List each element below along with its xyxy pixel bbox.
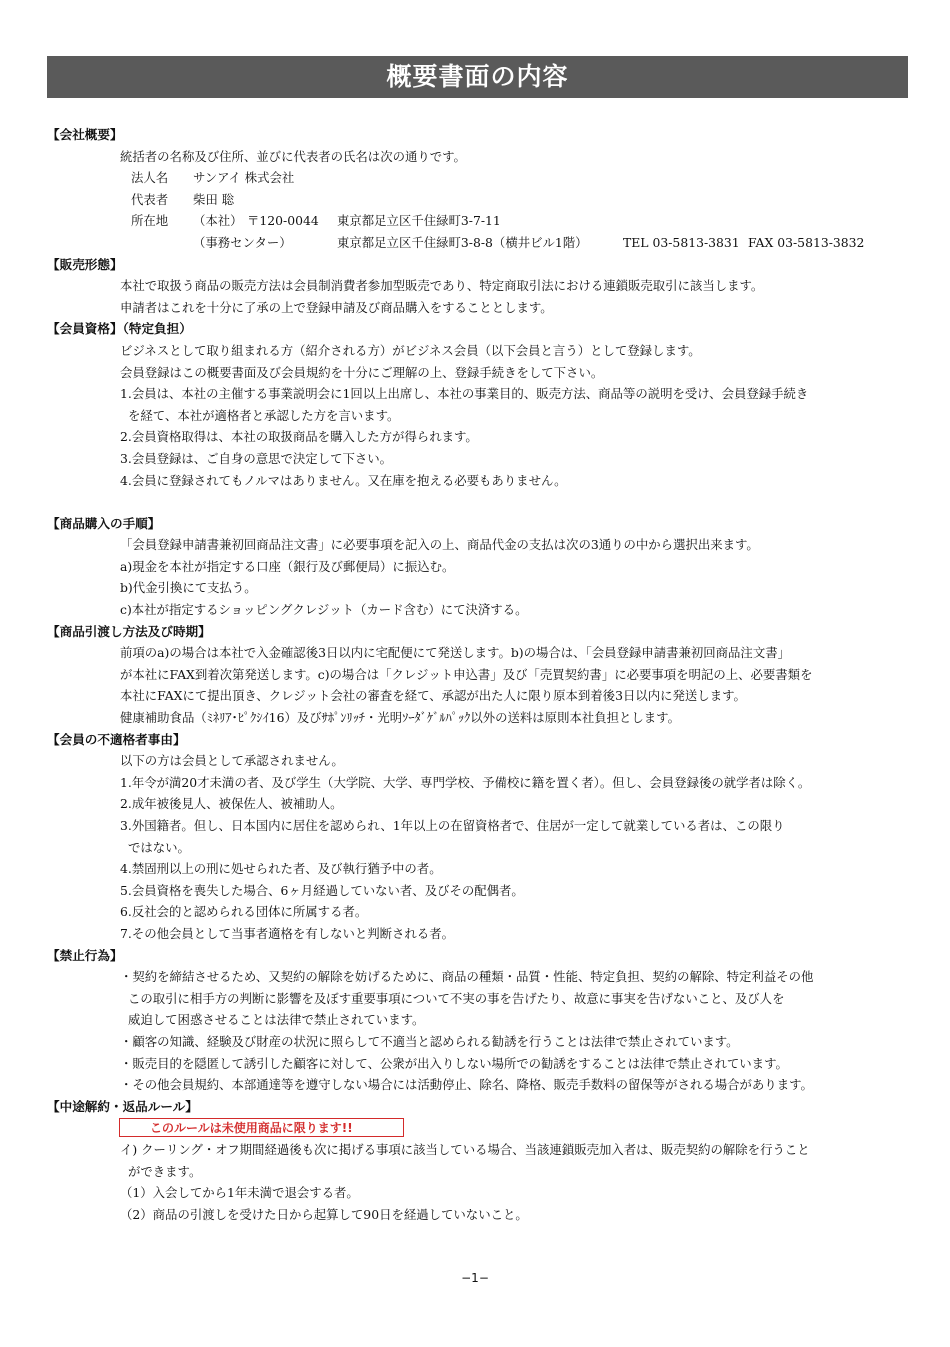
company-corp-row: [0, 167, 950, 189]
page-number: −1−: [461, 1271, 489, 1285]
membership-line: 会員登録はこの概要書面及び会員規約を十分にご理解の上、登録手続きをして下さい。: [120, 364, 604, 380]
ineligible-line: 1.年令が満20才未満の者、及び学生（大学院、大学、専門学校、予備校に籍を置く者）。但し、会員登録後の就学者は除く。: [120, 774, 811, 790]
membership-line: 3.会員登録は、ご自身の意思で決定して下さい。: [120, 450, 393, 466]
purchase-line: 「会員登録申請書兼初回商品注文書」に必要事項を記入の上、商品代金の支払は次の3通りの中から選択出来ます。: [120, 537, 759, 553]
cancellation-line: （1）入会してから1年未満で退会する者。: [120, 1185, 359, 1201]
document-body: [0, 124, 950, 1225]
heading-prohibited: 【禁止行為】: [47, 947, 123, 963]
delivery-line: 本社にFAXにて提出頂き、クレジット会社の審査を経て、承認が出た人に限り原本到着後3日以内に発送します。: [120, 688, 746, 704]
membership-line: 4.会員に登録されてもノルマはありません。又在庫を抱える必要もありません。: [120, 472, 567, 488]
office-address: 東京都足立区千住緑町3-8-8（横井ビル1階）: [337, 234, 588, 250]
spacer: [0, 491, 950, 513]
cancellation-line: ができます。: [128, 1163, 202, 1179]
ineligible-line: 3.外国籍者。但し、日本国内に居住を認められ、1年以上の在留資格者で、住居が一定して就業している者は、この限り: [120, 818, 785, 833]
corp-value: サンアイ 株式会社: [193, 170, 295, 186]
membership-heading-sub: （特定負担）: [122, 321, 192, 337]
hq-label: （本社）: [193, 213, 243, 229]
cancellation-line: イ) クーリング・オフ期間経過後も次に掲げる事項に該当している場合、当該連鎖販売加入者は、販売契約の解除を行うこと: [120, 1141, 810, 1157]
heading-cancellation: 【中途解約・返品ルール】: [47, 1098, 198, 1114]
hq-zip: 〒120-0044: [247, 213, 319, 229]
prohibited-line: ・販売目的を隠匿して誘引した顧客に対して、公衆が出入りしない場所での勧誘をすることは法律で禁止されています。: [120, 1055, 788, 1071]
ineligible-line: 5.会員資格を喪失した場合、6ヶ月経過していない者、及びその配偶者。: [120, 882, 524, 898]
prohibited-line: ・契約を締結させるため、又契約の解除を妨げるために、商品の種類・品質・性能、特定負担、契約の解除、特定利益その他: [120, 969, 814, 985]
hq-address: 東京都足立区千住緑町3-7-11: [337, 213, 501, 229]
prohibited-line: この取引に相手方の判断に影響を及ぼす重要事項について不実の事を告げたり、故意に事実を告げないこと、及び人を: [128, 990, 785, 1006]
heading-delivery: 【商品引渡し方法及び時期】: [47, 623, 211, 639]
purchase-line: b)代金引換にて支払う。: [120, 580, 257, 596]
notice-row: [0, 1117, 950, 1139]
ineligible-line: 7.その他会員として当事者適格を有しないと判断される者。: [120, 925, 454, 941]
sales-form-line: 申請者はこれを十分に了承の上で登録申請及び商品購入をすることとします。: [120, 299, 553, 315]
sales-form-line: 本社で取扱う商品の販売方法は会員制消費者参加型販売であり、特定商取引法における連鎖販売取引に該当します。: [120, 278, 764, 294]
membership-line: 1.会員は、本社の主催する事業説明会に1回以上出席し、本社の事業目的、販売方法、商品等の説明を受け、会員登録手続き: [120, 386, 809, 402]
company-hq-row: [0, 210, 950, 232]
membership-heading-main: 【会員資格】: [47, 321, 123, 337]
ineligible-line: ではない。: [128, 839, 190, 855]
addr-label: 所在地: [131, 213, 169, 229]
office-fax: FAX 03-5813-3832: [748, 234, 865, 250]
heading-purchase: 【商品購入の手順】: [47, 515, 161, 531]
ineligible-line: 2.成年被後見人、被保佐人、被補助人。: [120, 796, 343, 812]
membership-line: 2.会員資格取得は、本社の取扱商品を購入した方が得られます。: [120, 429, 478, 445]
cancellation-line: （2）商品の引渡しを受けた日から起算して90日を経過していないこと。: [120, 1206, 528, 1222]
ineligible-line: 4.禁固刑以上の刑に処せられた者、及び執行猶予中の者。: [120, 861, 442, 877]
heading-company: 【会社概要】: [47, 127, 123, 142]
ineligible-line: 以下の方は会員として承認されません。: [120, 753, 344, 769]
membership-line: を経て、本社が適格者と承認した方を言います。: [128, 407, 400, 423]
prohibited-line: ・顧客の知識、経験及び財産の状況に照らして不適当と認められる勧誘を行うことは法律で禁止されています。: [120, 1033, 739, 1049]
office-label: （事務センター）: [193, 234, 292, 250]
membership-line: ビジネスとして取り組まれる方（紹介される方）がビジネス会員（以下会員と言う）として登録します。: [120, 342, 701, 358]
page-title: 概要書面の内容: [47, 56, 908, 98]
heading-membership: [0, 318, 950, 340]
rep-value: 柴田 聡: [193, 191, 235, 207]
delivery-line: 前項のa)の場合は本社で入金確認後3日以内に宅配便にて発送します。b)の場合は、「会員登録申請書兼初回商品注文書」: [120, 645, 790, 661]
purchase-line: c)本社が指定するショッピングクレジット（カード含む）にて決済する。: [120, 602, 528, 618]
delivery-line: が本社にFAX到着次第発送します。c)の場合は「クレジット申込書」及び「売買契約書」に必要事項を明記の上、必要書類を: [120, 666, 813, 682]
corp-label: 法人名: [131, 170, 169, 186]
heading-ineligible: 【会員の不適格者事由】: [47, 731, 186, 747]
company-intro: 統括者の名称及び住所、並びに代表者の氏名は次の通りです。: [120, 148, 466, 164]
office-tel: TEL 03-5813-3831: [623, 234, 740, 250]
rep-label: 代表者: [131, 191, 169, 207]
delivery-line: 健康補助食品（ﾐﾈﾘｱ･ﾋﾟｸｼｲ16）及びｻﾎﾟﾝﾘｯﾁ・光明ｿｰﾀﾞｹﾞﾙﾊﾟｯｸ以外の送料は原則本社負担とします。: [120, 710, 680, 726]
prohibited-line: 威迫して困惑させることは法律で禁止されています。: [128, 1012, 425, 1028]
unused-product-notice: このルールは未使用商品に限ります!!: [119, 1118, 404, 1137]
prohibited-line: ・その他会員規約、本部通達等を遵守しない場合には活動停止、除名、降格、販売手数料の留保等がされる場合があります。: [120, 1077, 813, 1093]
ineligible-line: 6.反社会的と認められる団体に所属する者。: [120, 904, 368, 920]
company-rep-row: [0, 189, 950, 211]
purchase-line: a)現金を本社が指定する口座（銀行及び郵便局）に振込む。: [120, 558, 455, 574]
heading-sales-form: 【販売形態】: [47, 256, 123, 272]
company-office-row: [0, 232, 950, 254]
